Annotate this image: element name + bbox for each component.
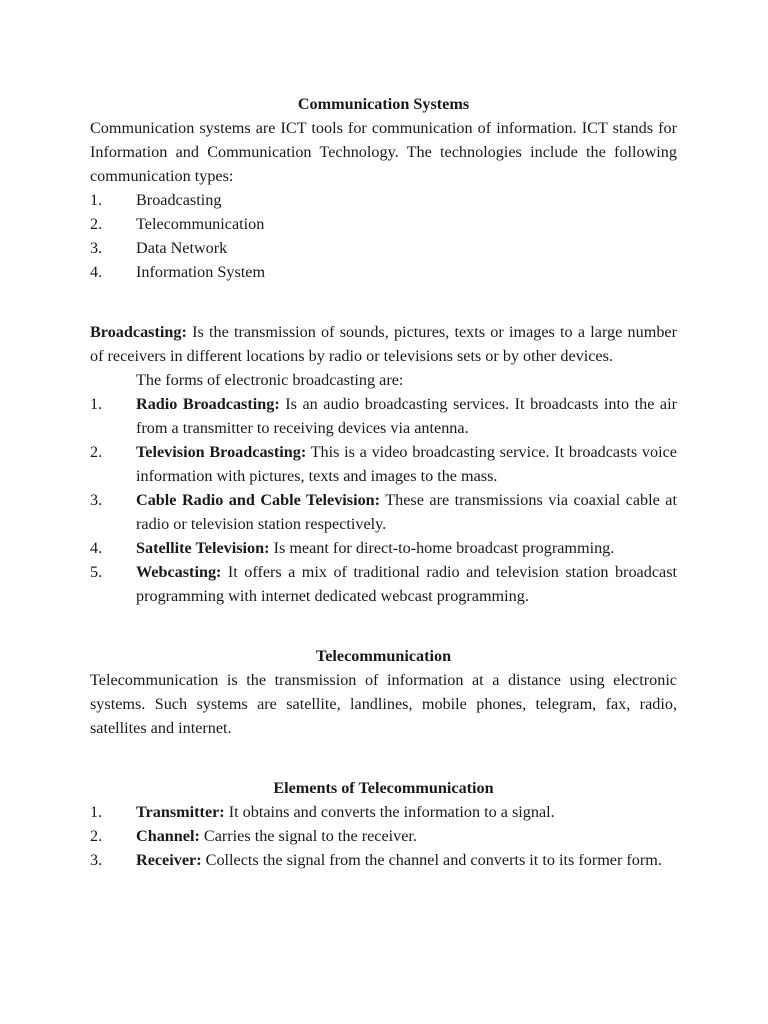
term-description: These are transmissions via coaxial cable at radio or television station respectively.: [136, 491, 677, 533]
list-item: [90, 188, 677, 212]
definition-text: Is the transmission of sounds, pictures, texts or images to a large number of receivers in different locations by radio or televisions sets or by other devices.: [90, 323, 677, 365]
section-title-communication-systems: Communication Systems: [297, 95, 470, 113]
forms-intro: The forms of electronic broadcasting are:: [136, 371, 404, 389]
list-item: [90, 488, 677, 536]
list-item-text: Data Network: [136, 239, 228, 257]
list-item-text: [136, 560, 677, 608]
term-label: Cable Radio and Cable Television:: [136, 491, 381, 509]
list-item-text: [136, 440, 677, 488]
section-spacer: [90, 608, 677, 644]
list-number: 4.: [90, 539, 103, 557]
intro-paragraph: Communication systems are ICT tools for communication of information. ICT stands for Information and Communication Technology. The technologies include the following communication types:: [90, 119, 677, 185]
list-item: [90, 212, 677, 236]
list-item-text: [136, 536, 677, 560]
list-number: 2.: [90, 827, 103, 845]
elements-list: [90, 800, 677, 872]
telecommunication-paragraph: Telecommunication is the transmission of information at a distance using electronic systems. Such systems are satellite, landlines, mobile phones, telegram, fax, radio, satellites and internet.: [90, 671, 677, 737]
term-description: Collects the signal from the channel and converts it to its former form.: [201, 851, 662, 869]
term-label: Transmitter:: [136, 803, 225, 821]
list-number: 1.: [90, 191, 103, 209]
list-item: [90, 440, 677, 488]
list-item-text: Broadcasting: [136, 191, 222, 209]
term-description: Is an audio broadcasting services. It broadcasts into the air from a transmitter to receiving devices via antenna.: [136, 395, 677, 437]
term-description: It obtains and converts the information to a signal.: [224, 803, 555, 821]
list-item: [90, 236, 677, 260]
term-description: It offers a mix of traditional radio and television station broadcast programming with internet dedicated webcast programming.: [136, 563, 677, 605]
term-label: Television Broadcasting:: [136, 443, 307, 461]
list-number: 3.: [90, 491, 103, 509]
term-label: Radio Broadcasting:: [136, 395, 280, 413]
communication-types-list: [90, 188, 677, 284]
list-number: 2.: [90, 443, 103, 461]
term-label: Webcasting:: [136, 563, 222, 581]
list-item-text: [136, 392, 677, 440]
list-item-text: [136, 488, 677, 536]
section-title-elements: Elements of Telecommunication: [273, 779, 494, 797]
term-label: Satellite Television:: [136, 539, 270, 557]
document-page: [90, 92, 677, 872]
term-description: Carries the signal to the receiver.: [199, 827, 417, 845]
list-number: 3.: [90, 239, 103, 257]
section-spacer: [90, 740, 677, 776]
term-label: Channel:: [136, 827, 200, 845]
list-item-text: Information System: [136, 263, 266, 281]
term-label: Broadcasting:: [90, 323, 187, 341]
broadcasting-forms-list: [90, 392, 677, 608]
list-item: [90, 824, 677, 848]
list-number: 1.: [90, 395, 103, 413]
broadcasting-definition: [90, 320, 677, 368]
term-description: This is a video broadcasting service. It broadcasts voice information with pictures, texts and images to the mass.: [136, 443, 677, 485]
list-item: [90, 560, 677, 608]
list-number: 4.: [90, 263, 103, 281]
list-item: [90, 392, 677, 440]
section-title-telecommunication: Telecommunication: [315, 647, 452, 665]
list-number: 2.: [90, 215, 103, 233]
term-description: Is meant for direct-to-home broadcast programming.: [269, 539, 615, 557]
list-number: 5.: [90, 563, 103, 581]
list-item: [90, 260, 677, 284]
list-item-text: Telecommunication: [136, 215, 265, 233]
term-label: Receiver:: [136, 851, 202, 869]
list-item: [90, 800, 677, 824]
section-spacer: [90, 284, 677, 320]
list-item: [90, 536, 677, 560]
list-number: 1.: [90, 803, 103, 821]
list-number: 3.: [90, 851, 103, 869]
list-item: [90, 848, 677, 872]
